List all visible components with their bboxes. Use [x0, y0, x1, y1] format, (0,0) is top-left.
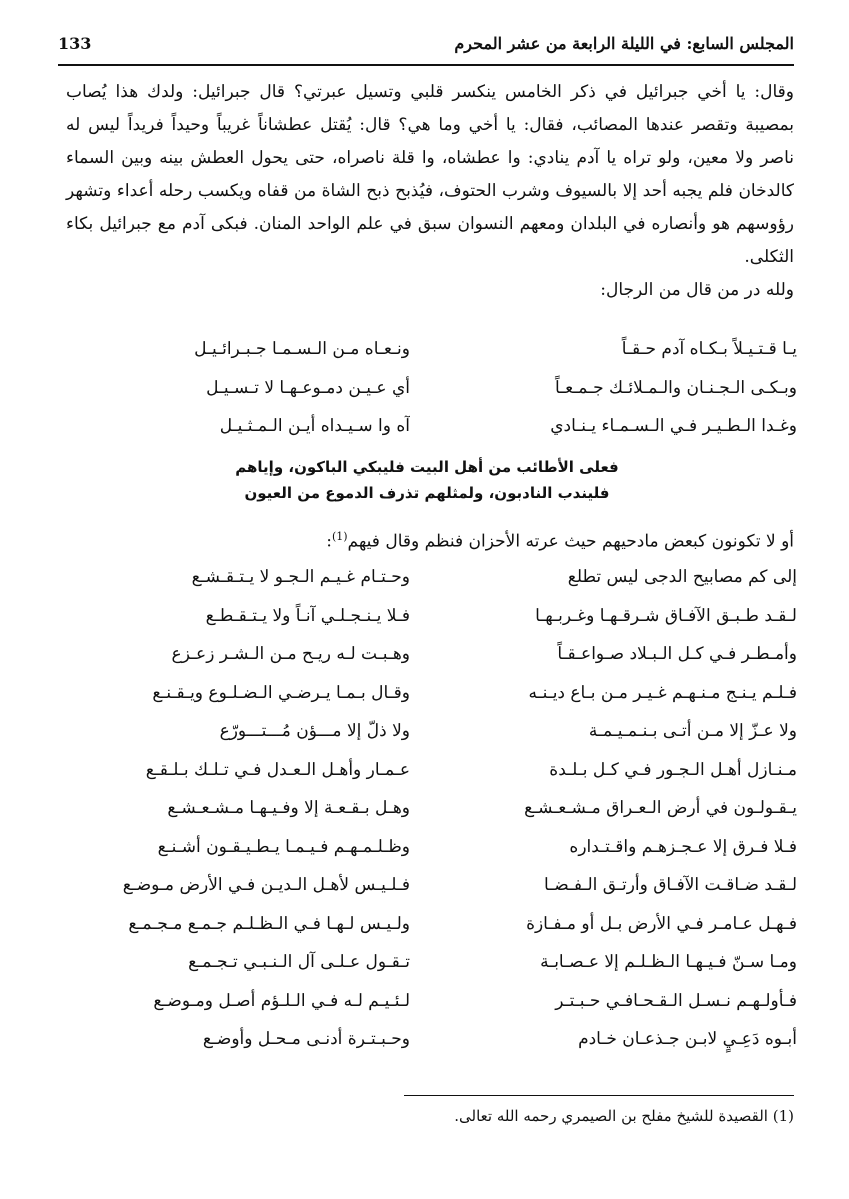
- verse-second-hemistich: آه وا سـيـداه أيـن الـمـثـيـل: [219, 416, 410, 436]
- verse-first-hemistich: فـأولـهـم نـسـل الـقـحـافـي حـبـتـر: [555, 990, 797, 1011]
- centered-passage: [60, 454, 794, 506]
- verse-first-hemistich: وغـدا الـطـيـر فـي الـسـمـاء يـنـادي: [550, 416, 797, 436]
- verse-second-hemistich: ولـيـس لـهـا فـي الـظـلـم جـمـع مـجـمـع: [128, 913, 410, 934]
- verse-second-hemistich: لـئـيـم لـه فـي الـلـؤم أصـل ومـوضـع: [153, 990, 410, 1011]
- verse-second-hemistich: ونـعـاه مـن الـسـمـا جـبـرائـيـل: [194, 339, 410, 359]
- verse-line: [70, 597, 797, 636]
- verse-line: [70, 369, 797, 408]
- poem-intro: [66, 520, 794, 559]
- prose-block: [66, 76, 794, 307]
- verse-line: [70, 943, 797, 982]
- verse-first-hemistich: ومـا سـنّ فـيـهـا الـظـلـم إلا عـصـابـة: [540, 952, 797, 972]
- verse-second-hemistich: ولا ذلّ إلا مـــؤن مُـــتـــورّع: [219, 721, 410, 741]
- verse-first-hemistich: أبـوه دَعِـيٍ لابـن جـذعـان خـادم: [578, 1029, 797, 1049]
- verse-first-hemistich: يـا قـتـيـلاً بـكـاه آدم حـقـاً: [621, 339, 797, 359]
- verse-line: [70, 1020, 797, 1059]
- verse-first-hemistich: يـقـولـون في أرض الـعـراق مـشـعـشـع: [524, 798, 797, 818]
- verse-second-hemistich: أي عـيـن دمـوعـهـا لا تـسـيـل: [206, 377, 410, 398]
- verse-second-hemistich: عـمـار وأهـل الـعـدل فـي تـلـك بـلـقـع: [145, 759, 410, 780]
- verse-first-hemistich: فـهـل عـامـر فـي الأرض بـل أو مـفـازة: [526, 913, 797, 934]
- verse-second-hemistich: وهـل بـقـعـة إلا وفـيـهـا مـشـعـشـع: [167, 798, 410, 818]
- verse-line: [70, 789, 797, 828]
- verse-first-hemistich: فـلا فـرق إلا عـجـزهـم واقـتـداره: [569, 836, 797, 857]
- verse-line: [70, 635, 797, 674]
- verse-first-hemistich: لـقـد طـبـق الآفـاق شـرقـهـا وغـربـهـا: [535, 605, 797, 626]
- verse-first-hemistich: مـنـازل أهـل الـجـور فـي كـل بـلـدة: [549, 759, 797, 780]
- verse-second-hemistich: وقـال بـمـا يـرضـي الـضـلـوع ويـقـنـع: [152, 682, 410, 703]
- poem-1: [70, 330, 797, 446]
- verse-line: [70, 712, 797, 751]
- verse-line: [70, 751, 797, 790]
- verse-line: [70, 828, 797, 867]
- poem-2: [70, 558, 797, 1059]
- centered-line: فليندب النادبون، ولمثلهم تذرف الدموع من العيون: [244, 484, 610, 502]
- poem-intro-colon: :: [326, 531, 332, 552]
- verse-second-hemistich: وهـبـت لـه ريـح مـن الـشـر زعـزع: [171, 644, 410, 664]
- verse-first-hemistich: فـلـم يـنـج مـنـهـم غـيـر مـن بـاع ديـنـه: [528, 682, 797, 703]
- verse-first-hemistich: إلى كم مصابيح الدجى ليس تطلع: [567, 567, 797, 587]
- verse-line: [70, 407, 797, 446]
- verse-line: [70, 866, 797, 905]
- verse-first-hemistich: وبـكـى الـجـنـان والـمـلائـك جـمـعـاً: [554, 377, 797, 398]
- verse-first-hemistich: ولا عـزّ إلا مـن أتـى بـنـمـيـمـة: [588, 721, 797, 741]
- footnote-reference[interactable]: (1): [331, 530, 348, 543]
- header-title: المجلس السابع: في الليلة الرابعة من عشر المحرم: [454, 34, 794, 53]
- verse-second-hemistich: وحـتـام غـيـم الـجـو لا يـتـقـشـع: [191, 567, 410, 587]
- verse-line: [70, 674, 797, 713]
- verse-first-hemistich: لـقـد ضـاقـت الآفـاق وأرتـق الـفـضـا: [544, 875, 797, 895]
- page-number: 133: [58, 34, 92, 53]
- verse-first-hemistich: وأمـطـر فـي كـل الـبـلاد صـواعـقـاً: [557, 644, 797, 664]
- prose-paragraph: ولله در من قال من الرجال:: [600, 280, 794, 300]
- verse-second-hemistich: فـلـيـس لأهـل الـديـن فـي الأرض مـوضـع: [122, 875, 410, 895]
- footnote-marker: (1): [772, 1107, 794, 1125]
- running-header: [58, 30, 794, 66]
- footnote-divider: [404, 1095, 794, 1096]
- verse-line: [70, 330, 797, 369]
- verse-second-hemistich: تـقـول عـلـى آل الـنـبـي تـجـمـع: [188, 952, 410, 972]
- verse-line: [70, 558, 797, 597]
- footnote: [454, 1104, 794, 1128]
- verse-line: [70, 982, 797, 1021]
- prose-paragraph: وقال: يا أخي جبرائيل في ذكر الخامس ينكسر قلبي وتسيل عبرتي؟ قال جبرائيل: ولدك هذا يُصاب بمصيبة وتقصر عندها المصائب، فقال: يا أخي وما هي؟ قال: يُقتل عطشاناً غريباً وحيداً فريداً ليس له ناصر ولا معين، ولو تراه يا آدم ينادي: وا عطشاه، وا قلة ناصراه، حتى يحول العطش بينه وبين السماء كالدخان فلم يجبه أحد إلا بالسيوف وشرب الحتوف، فيُذبح ذبح الشاة من قفاه ويكسب رحله أعداء وتشهر رؤوسهم هو وأنصاره في البلدان ومعهم النسوان سبق في علم الواحد المنان. فبكى آدم مع جبرائيل بكاء الثكلى.: [66, 82, 794, 267]
- centered-line: فعلى الأطائب من أهل البيت فليبكي الباكون، وإياهم: [235, 458, 619, 476]
- verse-line: [70, 905, 797, 944]
- poem-intro-text: أو لا تكونون كبعض مادحيهم حيث عرته الأحزان فنظم وقال فيهم: [347, 531, 794, 552]
- footnote-text: القصيدة للشيخ مفلح بن الصيمري رحمه الله تعالى.: [454, 1107, 768, 1125]
- verse-second-hemistich: وظـلـمـهـم فـيـمـا يـطـيـقـون أشـنـع: [157, 836, 410, 857]
- verse-second-hemistich: وحـبـتـرة أدنـى مـحـل وأوضـع: [202, 1029, 410, 1049]
- verse-second-hemistich: فـلا يـنـجـلـي آنـاً ولا يـتـقـطـع: [205, 605, 410, 626]
